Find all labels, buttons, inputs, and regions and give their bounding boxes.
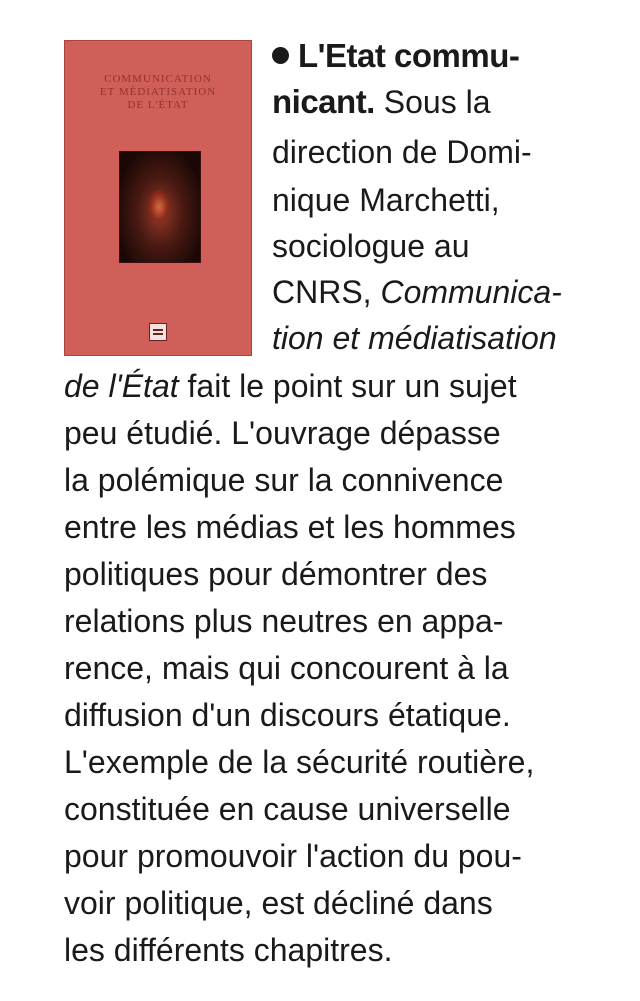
headline-text: L'Etat commu- — [298, 37, 520, 74]
text-line — [64, 742, 534, 782]
cover-title-line: DE L'ÉTAT — [127, 99, 189, 111]
cover-illustration — [119, 151, 201, 263]
book-title-italic: de l'État — [64, 368, 179, 404]
body-text: peu étudié. L'ouvrage dépasse — [64, 415, 501, 451]
text-line — [272, 226, 469, 266]
body-text: L'exemple de la sécurité routière, — [64, 744, 535, 780]
publisher-logo-icon — [149, 323, 167, 341]
body-text: CNRS, — [272, 274, 381, 310]
text-line — [272, 132, 532, 172]
body-text: Sous la — [374, 84, 491, 120]
text-line — [64, 883, 493, 923]
body-text: entre les médias et les hommes — [64, 509, 516, 545]
bullet-icon — [272, 47, 289, 64]
body-text: constituée en cause universelle — [64, 791, 511, 827]
body-text: pour promouvoir l'action du pou- — [64, 838, 522, 874]
body-text: nique Marchetti, — [272, 182, 500, 218]
text-line — [64, 695, 511, 735]
cover-title-line: ET MÉDIATISATION — [99, 86, 217, 98]
text-line — [64, 507, 516, 547]
body-text: la polémique sur la connivence — [64, 462, 504, 498]
text-line — [64, 930, 392, 970]
cover-title-line: COMMUNICATION — [104, 73, 212, 85]
cover-title — [65, 73, 251, 112]
book-title-italic: tion et médiatisation — [272, 320, 557, 356]
body-text: rence, mais qui concourent à la — [64, 650, 509, 686]
book-cover — [64, 40, 252, 356]
text-line — [272, 318, 557, 358]
text-line — [64, 648, 509, 688]
text-line — [272, 82, 490, 122]
text-line — [272, 272, 562, 312]
text-line — [64, 601, 503, 641]
body-text: direction de Domi- — [272, 134, 532, 170]
body-text: les différents chapitres. — [64, 932, 393, 968]
text-line — [64, 554, 487, 594]
text-line — [272, 180, 500, 220]
text-line — [64, 460, 503, 500]
headline-line-1 — [272, 36, 519, 76]
body-text: relations plus neutres en appa- — [64, 603, 504, 639]
text-line — [64, 789, 511, 829]
book-title-italic: Communica- — [380, 274, 562, 310]
body-text: voir politique, est décliné dans — [64, 885, 493, 921]
body-text: sociologue au — [272, 228, 470, 264]
body-text: fait le point sur un sujet — [178, 368, 517, 404]
body-text: politiques pour démontrer des — [64, 556, 488, 592]
text-line — [64, 836, 522, 876]
text-line — [64, 413, 501, 453]
headline-text: nicant. — [272, 83, 375, 120]
text-line — [64, 366, 517, 406]
body-text: diffusion d'un discours étatique. — [64, 697, 511, 733]
